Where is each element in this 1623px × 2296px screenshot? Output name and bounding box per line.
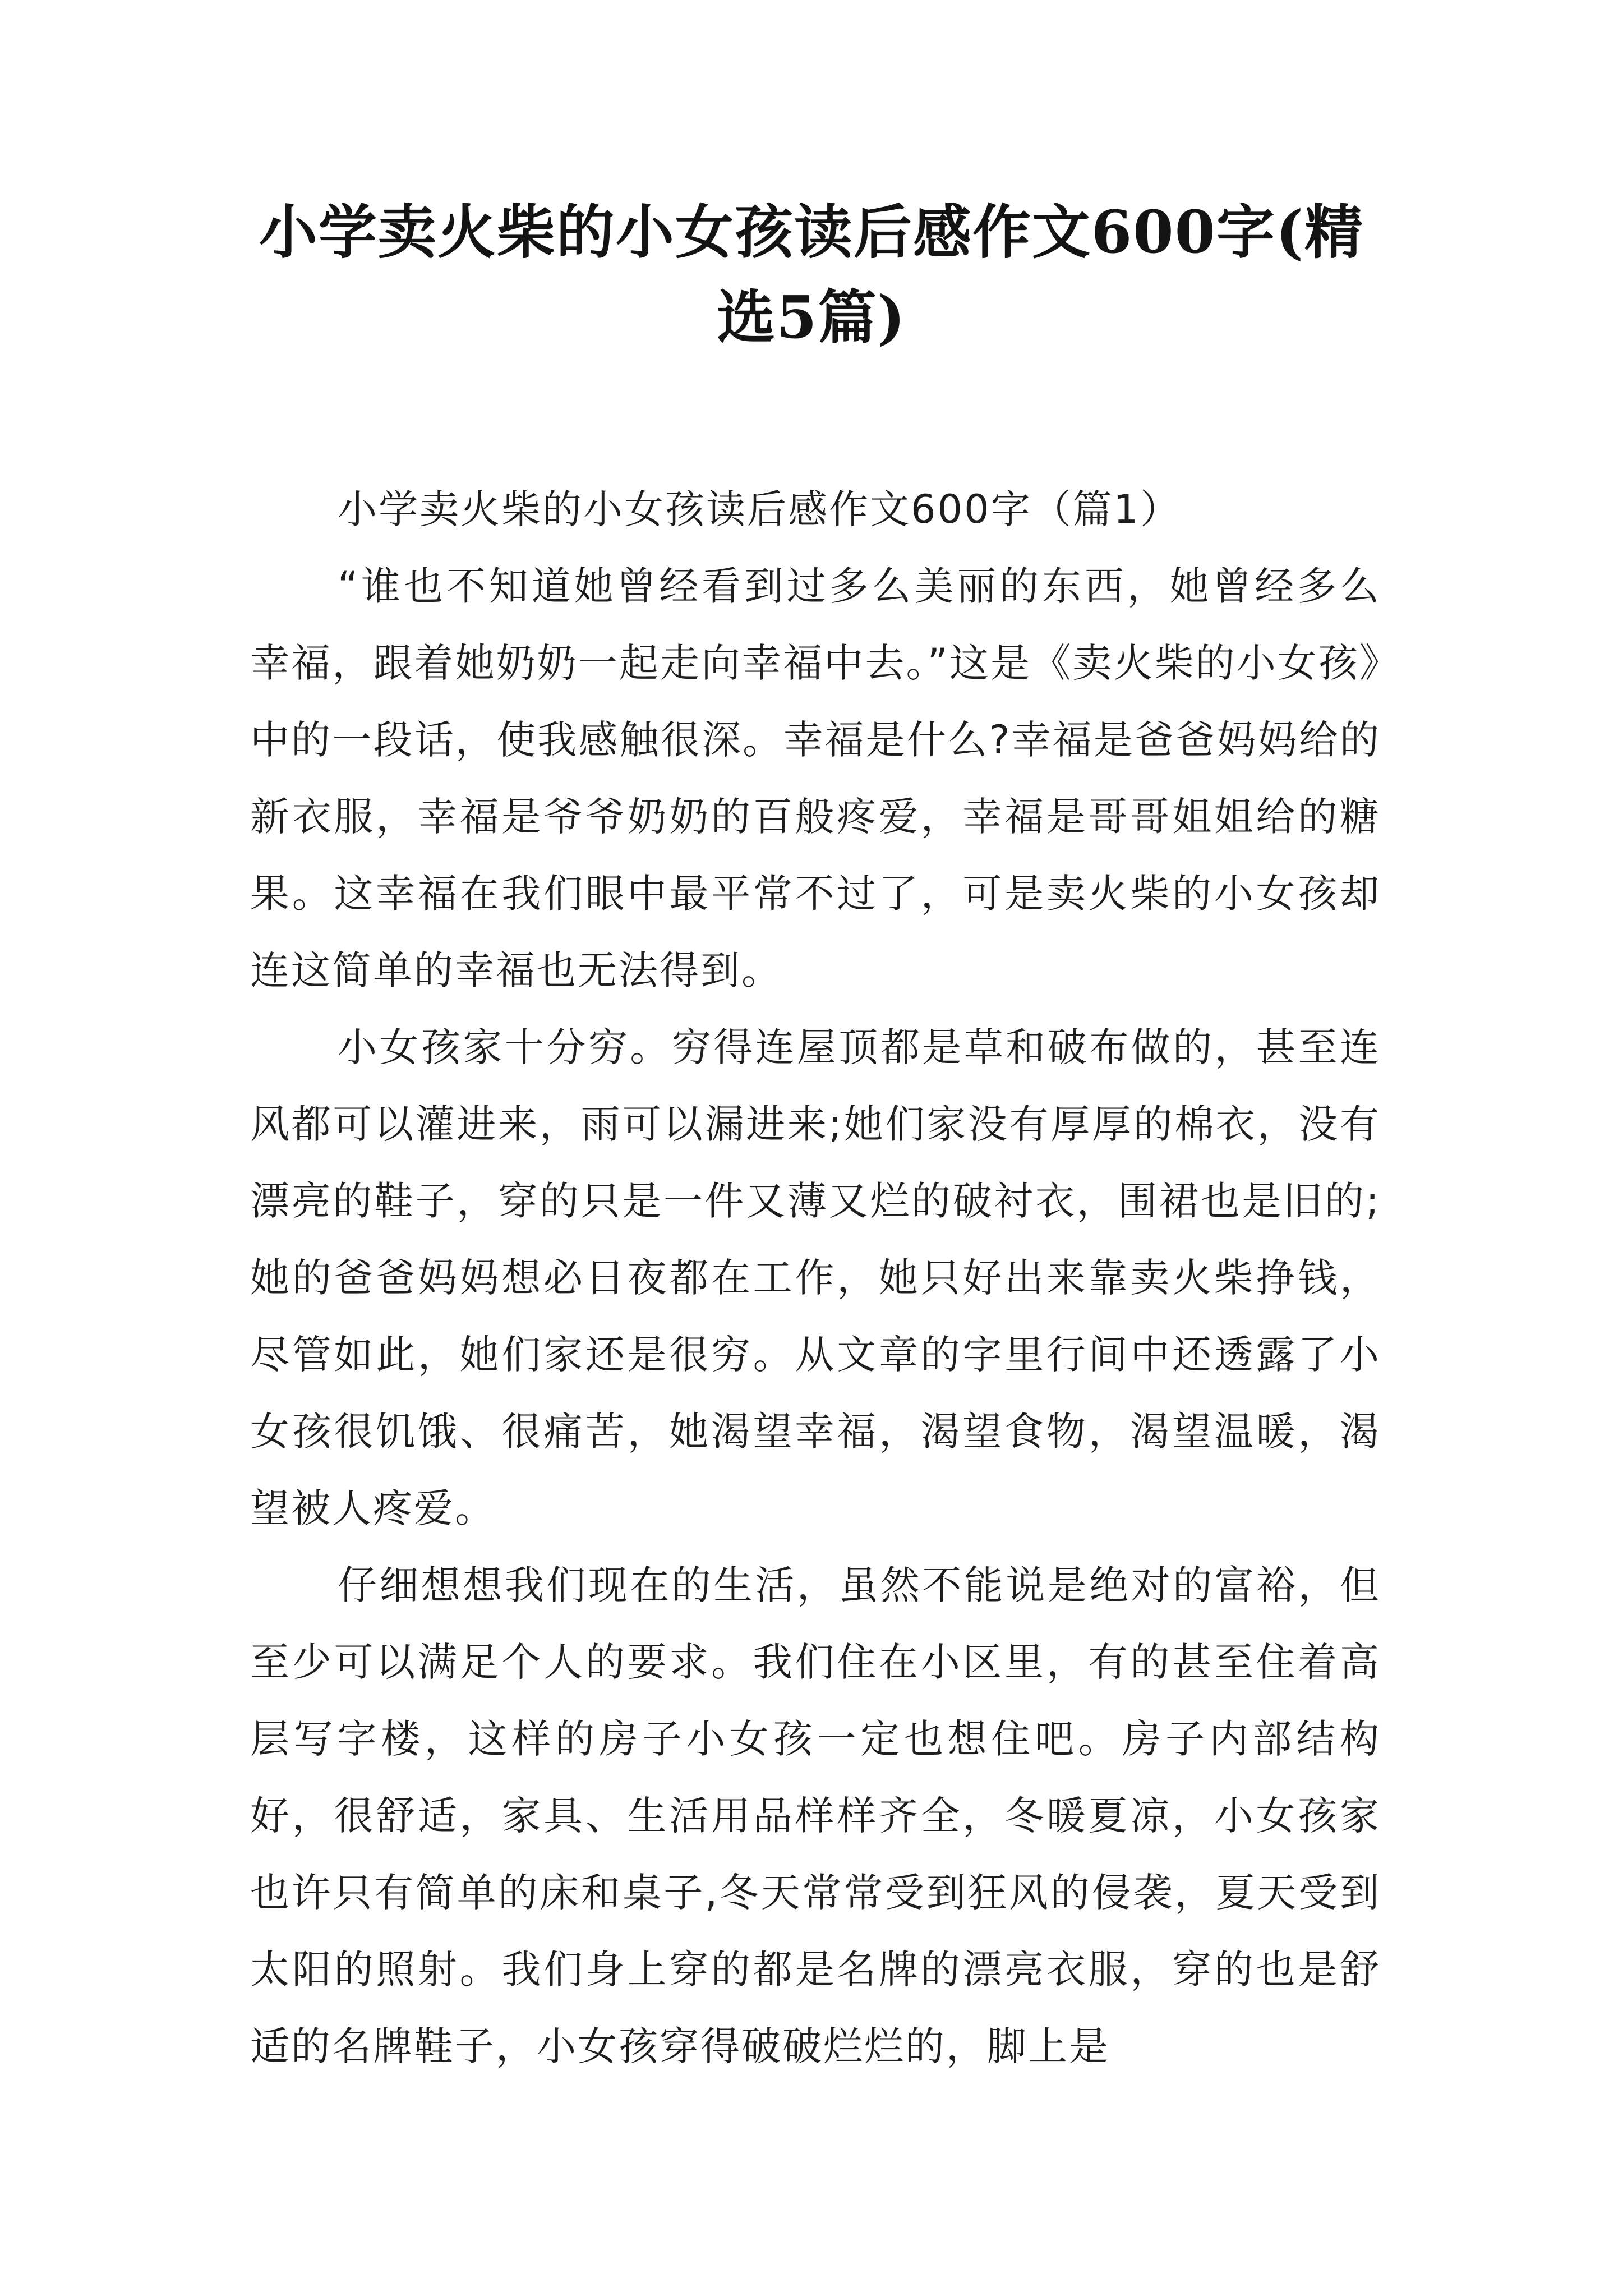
document-title — [236, 190, 1387, 360]
section-heading: 小学卖火柴的小女孩读后感作文600字（篇1） — [338, 486, 1182, 532]
title-line-1: 小学卖火柴的小女孩读后感作文600字(精 — [259, 197, 1364, 266]
paragraph-3: 仔细想想我们现在的生活，虽然不能说是绝对的富裕，但至少可以满足个人的要求。我们住在小区里，有的甚至住着高层写字楼，这样的房子小女孩一定也想住吧。房子内部结构好，很舒适，家具、生活用品样样齐全，冬暖夏凉，小女孩家也许只有简单的床和桌子,冬天常常受到狂风的侵袭，夏天受到太阳的照射。我们身上穿的都是名牌的漂亮衣服，穿的也是舒适的名牌鞋子，小女孩穿得破破烂烂的，脚上是 — [250, 1562, 1381, 2069]
title-line-2: 选5篇) — [717, 283, 906, 352]
document-body — [250, 471, 1381, 2085]
paragraph-1: “谁也不知道她曾经看到过多么美丽的东西，她曾经多么幸福，跟着她奶奶一起走向幸福中去。”这是《卖火柴的小女孩》中的一段话，使我感触很深。幸福是什么?幸福是爸爸妈妈给的新衣服，幸福是爷爷奶奶的百般疼爱，幸福是哥哥姐姐给的糖果。这幸福在我们眼中最平常不过了，可是卖火柴的小女孩却连这简单的幸福也无法得到。 — [250, 563, 1381, 993]
paragraph-2: 小女孩家十分穷。穷得连屋顶都是草和破布做的，甚至连风都可以灌进来，雨可以漏进来;她们家没有厚厚的棉衣，没有漂亮的鞋子，穿的只是一件又薄又烂的破衬衣，围裙也是旧的;她的爸爸妈妈想必日夜都在工作，她只好出来靠卖火柴挣钱，尽管如此，她们家还是很穷。从文章的字里行间中还透露了小女孩很饥饿、很痛苦，她渴望幸福，渴望食物，渴望温暖，渴望被人疼爱。 — [250, 1024, 1381, 1531]
